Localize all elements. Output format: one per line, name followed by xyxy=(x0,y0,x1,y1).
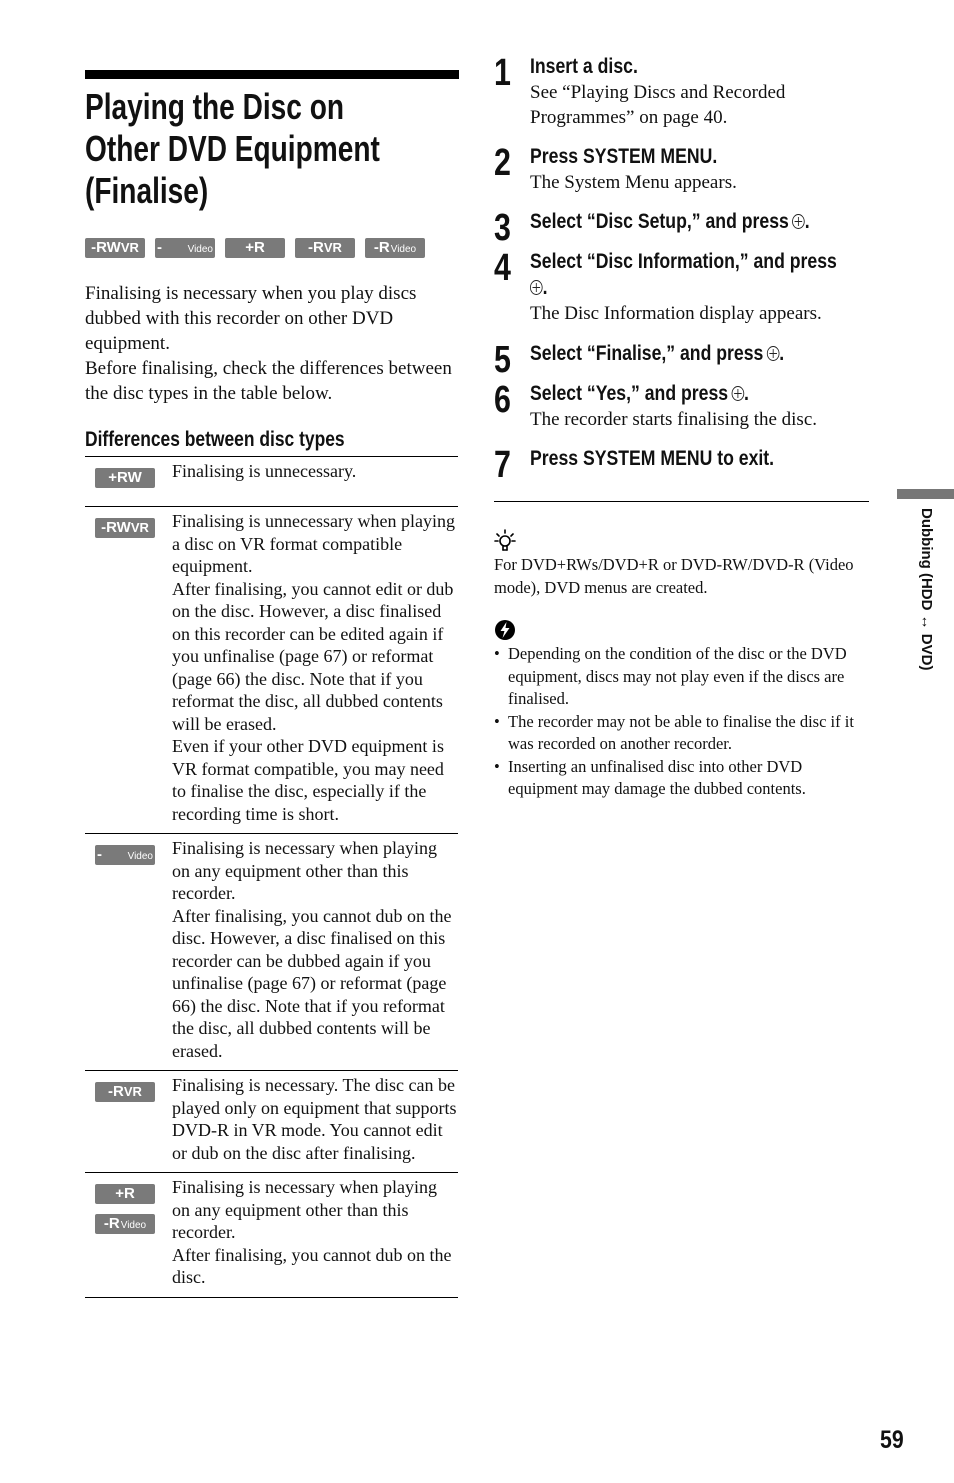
title-line: Other DVD Equipment xyxy=(85,128,380,169)
step-heading: Press SYSTEM MENU. xyxy=(530,145,718,168)
note-icon xyxy=(494,619,516,646)
step-3 xyxy=(494,209,869,249)
table-cell-text: Finalising is unnecessary. xyxy=(172,461,357,481)
table-cell-text: After finalising, you cannot dub on the disc. However, a disc finalised on this recorder can be dubbed again if you unfinalise (page 67) or reformat (page 66) the disc. Note that if you reformat the disc, all dubbed contents will be erased. xyxy=(172,905,452,1061)
badge-r-vr: -R VR xyxy=(95,1082,155,1102)
intro-text xyxy=(85,281,457,406)
page-number: 59 xyxy=(880,1426,904,1454)
step-heading: Select “Yes,” and press . xyxy=(530,382,749,405)
enter-button-icon xyxy=(530,280,543,295)
table-row xyxy=(85,1173,458,1298)
procedure-steps xyxy=(494,54,869,486)
enter-button-icon xyxy=(792,214,805,229)
disc-types-table xyxy=(85,456,458,1298)
step-heading: Select “Disc Information,” and press xyxy=(530,250,837,273)
badge-r-video: -R Video xyxy=(365,238,425,258)
step-description: The Disc Information display appears. xyxy=(530,303,822,324)
step-number: 4 xyxy=(494,247,511,289)
table-row xyxy=(85,1071,458,1173)
badge-plus-r: +R xyxy=(95,1184,155,1204)
step-2 xyxy=(494,144,869,209)
intro-paragraph: Finalising is necessary when you play discs dubbed with this recorder on other DVD equipment. xyxy=(85,283,417,354)
note-item: • The recorder may not be able to finalise the disc if it was recorded on another recorder. xyxy=(494,711,872,756)
note-item: • Inserting an unfinalised disc into other DVD equipment may damage the dubbed contents. xyxy=(494,756,872,801)
table-row xyxy=(85,507,458,834)
step-heading: Press SYSTEM MENU to exit. xyxy=(530,447,775,470)
table-cell-text: Finalising is necessary when playing on any equipment other than this recorder. xyxy=(172,838,437,903)
section-divider xyxy=(494,501,869,502)
step-heading: Insert a disc. xyxy=(530,55,638,78)
step-1 xyxy=(494,54,869,144)
page-title xyxy=(85,86,465,212)
step-7 xyxy=(494,446,869,486)
badge-r-video: -R Video xyxy=(95,1214,155,1234)
step-number: 1 xyxy=(494,52,511,94)
badge-plus-rw: +RW xyxy=(95,468,155,488)
table-cell-text: Finalising is unnecessary when playing a disc on VR format compatible equipment. xyxy=(172,511,455,576)
step-number: 3 xyxy=(494,207,511,249)
step-heading: Select “Disc Setup,” and press . xyxy=(530,210,810,233)
section-tab-bar xyxy=(897,489,954,499)
step-description: See “Playing Discs and Recorded Programmes” on page 40. xyxy=(530,82,786,128)
table-cell-text: After finalising, you cannot edit or dub on the disc. However, a disc finalised on this recorder can be edited again if you unfinalise (page 67) or reformat (page 66) the disc. Note that if you reformat the disc, all dubbed contents will be erased. xyxy=(172,578,454,734)
table-cell-text: After finalising, you cannot dub on the disc. xyxy=(172,1244,452,1287)
note-item: • Depending on the condition of the disc or the DVD equipment, discs may not play even if the discs are finalised. xyxy=(494,643,872,711)
badge-r-vr: -R VR xyxy=(295,238,355,258)
step-5 xyxy=(494,341,869,381)
title-line: (Finalise) xyxy=(85,170,209,211)
notes-list xyxy=(494,643,872,801)
table-cell-text: Even if your other DVD equipment is VR format compatible, you may need to finalise the disc, especially if the recording time is short. xyxy=(172,736,444,824)
step-number: 6 xyxy=(494,379,511,421)
tip-text: For DVD+RWs/DVD+R or DVD-RW/DVD-R (Video mode), DVD menus are created. xyxy=(494,555,854,597)
title-line: Playing the Disc on xyxy=(85,86,345,127)
table-cell-text: Finalising is necessary when playing on any equipment other than this recorder. xyxy=(172,1177,437,1242)
step-heading: Select “Finalise,” and press . xyxy=(530,342,785,365)
step-description: The System Menu appears. xyxy=(530,172,737,193)
step-number: 2 xyxy=(494,142,511,184)
enter-button-icon xyxy=(731,386,744,401)
badge-rw-vr: -RW VR xyxy=(95,518,155,538)
step-6 xyxy=(494,381,869,446)
badge-plus-r: +R xyxy=(225,238,285,258)
badge-rw-vr: -RW VR xyxy=(85,238,145,258)
table-cell-text: Finalising is necessary. The disc can be played only on equipment that supports DVD-R in VR mode. You cannot edit or dub on the disc after finalising. xyxy=(172,1075,457,1163)
table-row xyxy=(85,834,458,1071)
disc-type-badges xyxy=(85,238,435,276)
step-4: 4 Select “Disc Information,” and press . The Disc Information display appears. xyxy=(494,249,869,341)
table-heading: Differences between disc types xyxy=(85,428,345,451)
step-number: 5 xyxy=(494,339,511,381)
badge-rw-video: -RW Video xyxy=(97,846,153,883)
table-row xyxy=(85,457,458,507)
title-rule xyxy=(85,70,459,79)
step-description: The recorder starts finalising the disc. xyxy=(530,409,818,430)
intro-paragraph: Before finalising, check the differences between the disc types in the table below. xyxy=(85,358,452,404)
section-tab-label: Dubbing (HDD ↔ DVD) xyxy=(918,508,935,671)
step-number: 7 xyxy=(494,444,511,486)
lightbulb-tip-icon xyxy=(494,528,516,557)
badge-rw-video: -RW Video xyxy=(157,239,213,276)
enter-button-icon xyxy=(767,346,780,361)
